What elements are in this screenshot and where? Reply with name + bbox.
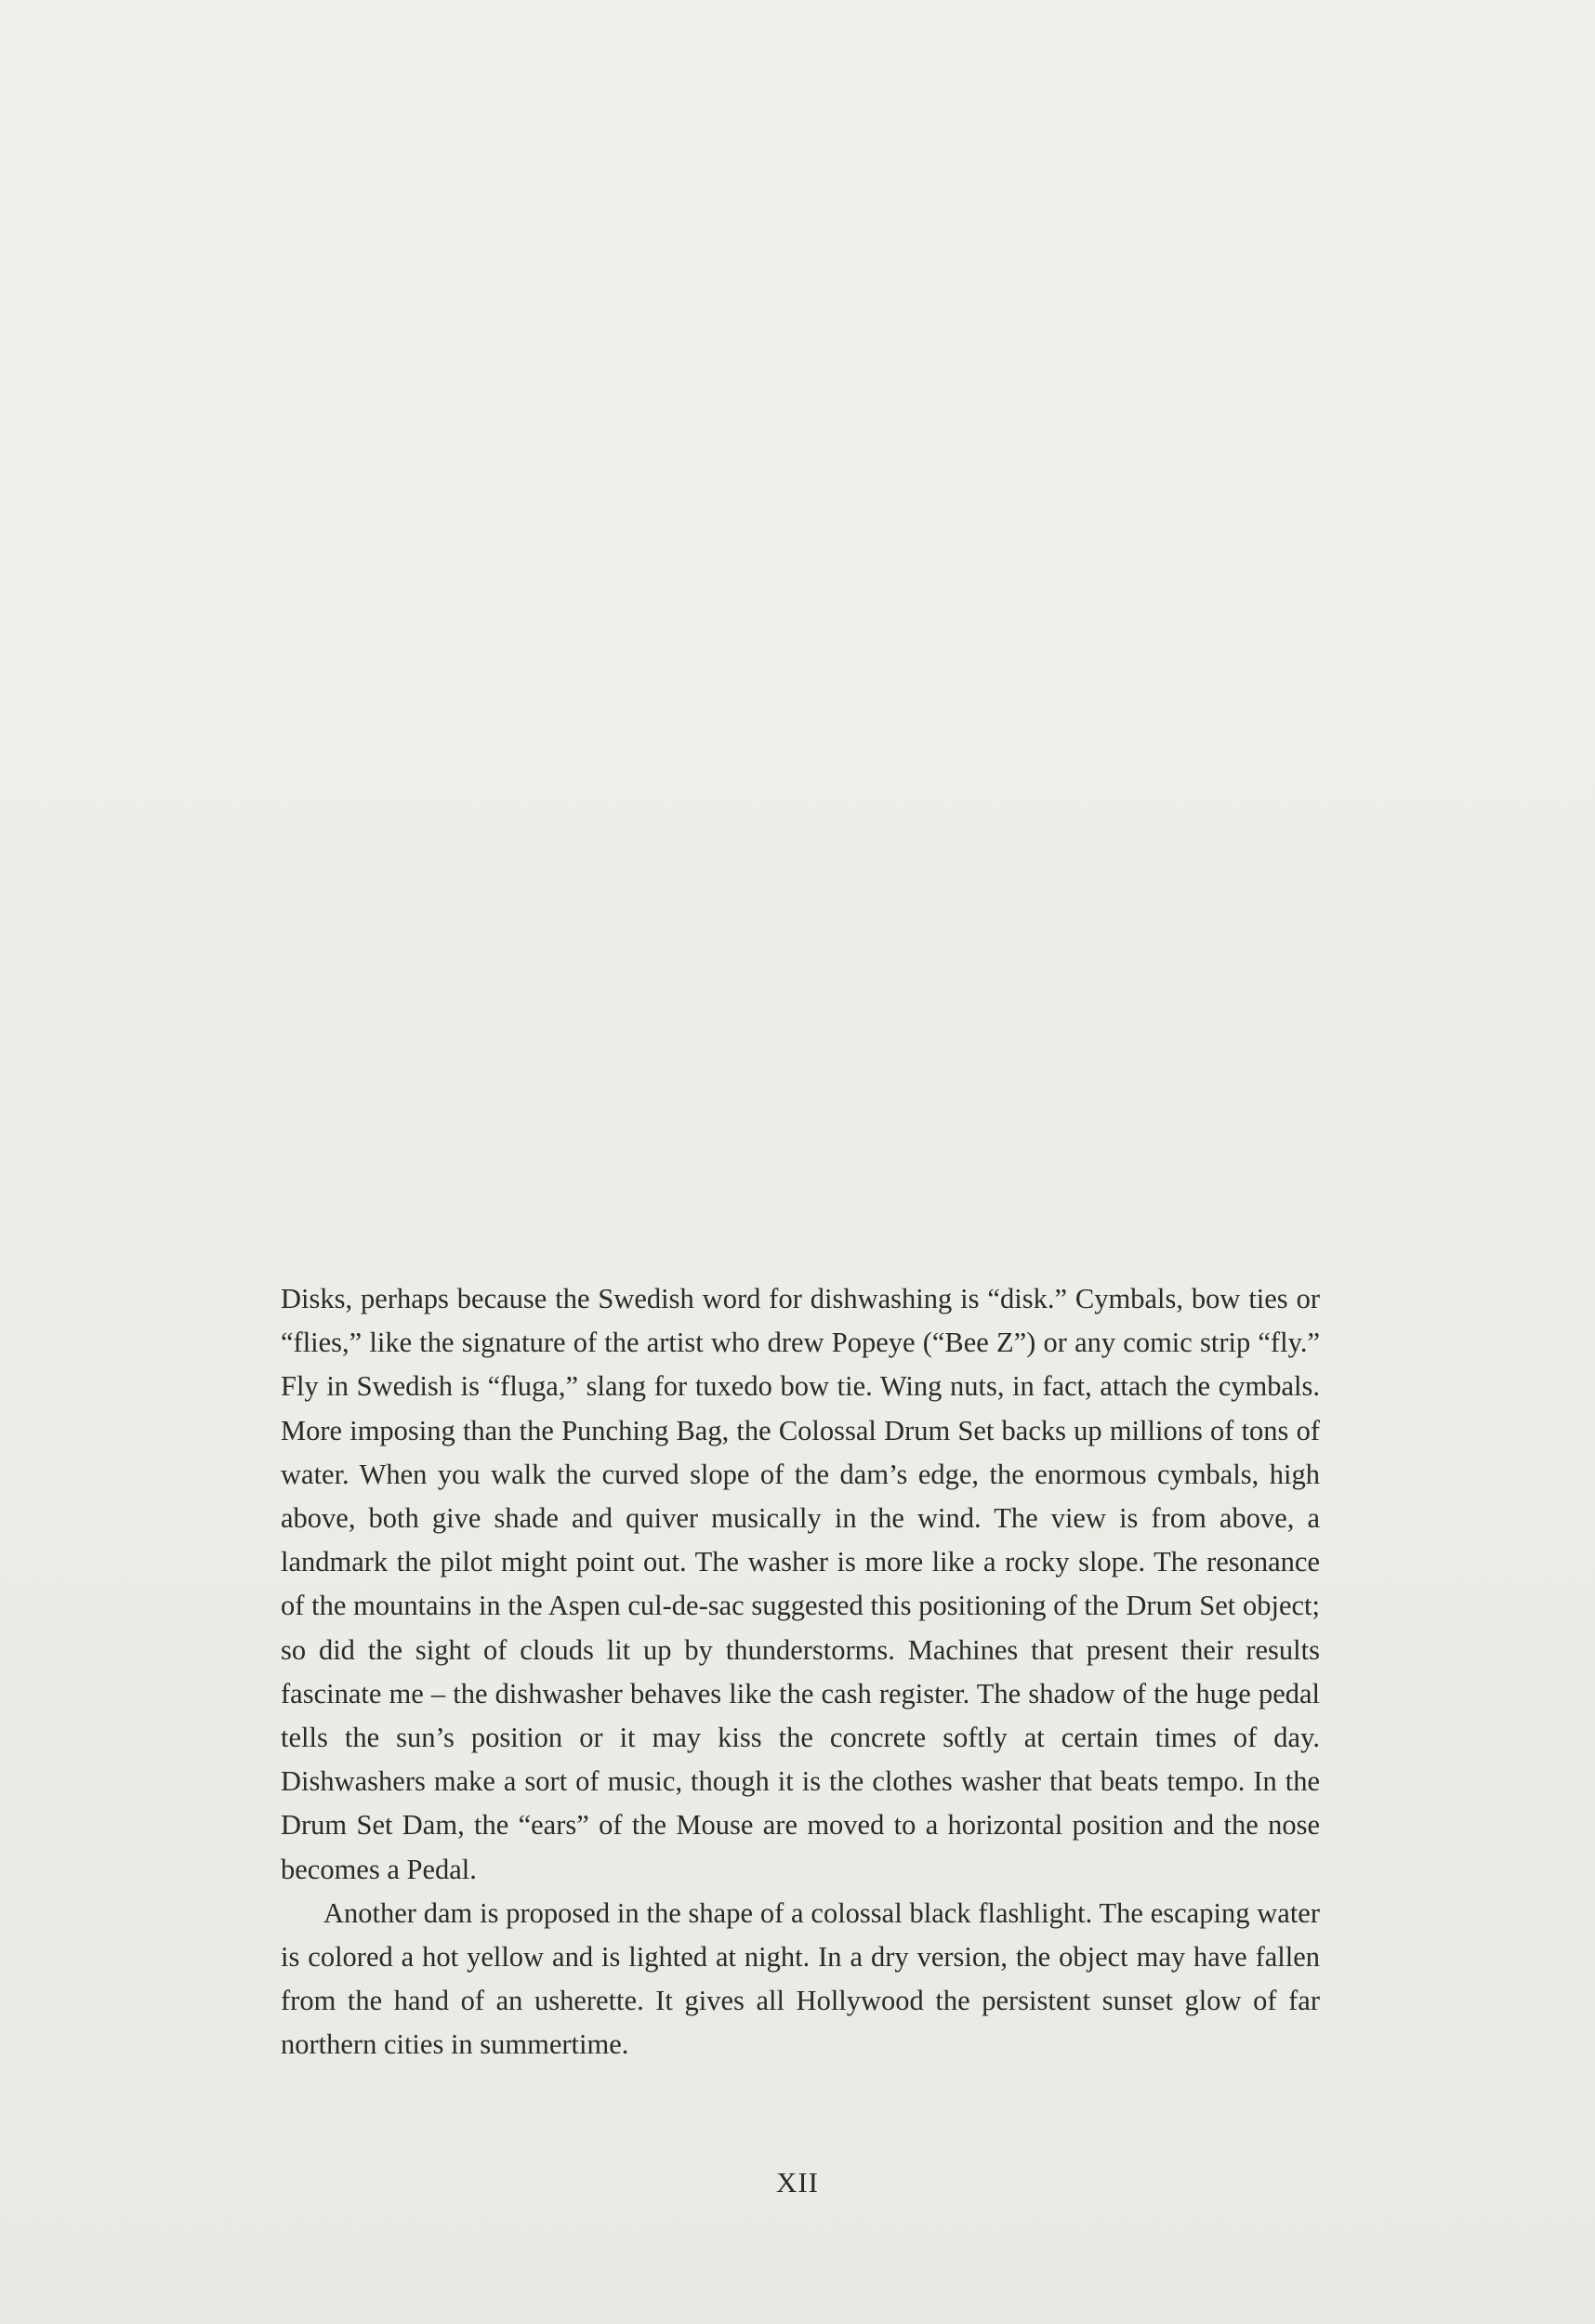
- paragraph-1: Disks, perhaps because the Swedish word for dishwashing is “disk.” Cymbals, bow ties or “flies,” like the signature of the artist who drew Popeye (“Bee Z”) or any comic strip “fly.” Fly in Swedish is “fluga,” slang for tuxedo bow tie. Wing nuts, in fact, attach the cymbals. More imposing than the Punching Bag, the Colossal Drum Set backs up millions of tons of water. When you walk the curved slope of the dam’s edge, the enormous cymbals, high above, both give shade and quiver musically in the wind. The view is from above, a landmark the pilot might point out. The washer is more like a rocky slope. The resonance of the mountains in the Aspen cul-de-sac suggested this positioning of the Drum Set object; so did the sight of clouds lit up by thunderstorms. Machines that present their results fascinate me – the dishwasher behaves like the cash register. The shadow of the huge pedal tells the sun’s position or it may kiss the concrete softly at certain times of day. Dishwashers make a sort of music, though it is the clothes washer that beats tempo. In the Drum Set Dam, the “ears” of the Mouse are moved to a horizontal position and the nose becomes a Pedal.: [281, 1283, 1320, 1885]
- paragraph-2: Another dam is proposed in the shape of a colossal black flashlight. The escaping water is colored a hot yellow and is lighted at night. In a dry version, the object may have fallen from the hand of an usherette. It gives all Hollywood the persistent sunset glow of far northern cities in summertime.: [281, 1896, 1320, 2061]
- body-text: [281, 1277, 1320, 2067]
- page-number: XII: [775, 2166, 820, 2199]
